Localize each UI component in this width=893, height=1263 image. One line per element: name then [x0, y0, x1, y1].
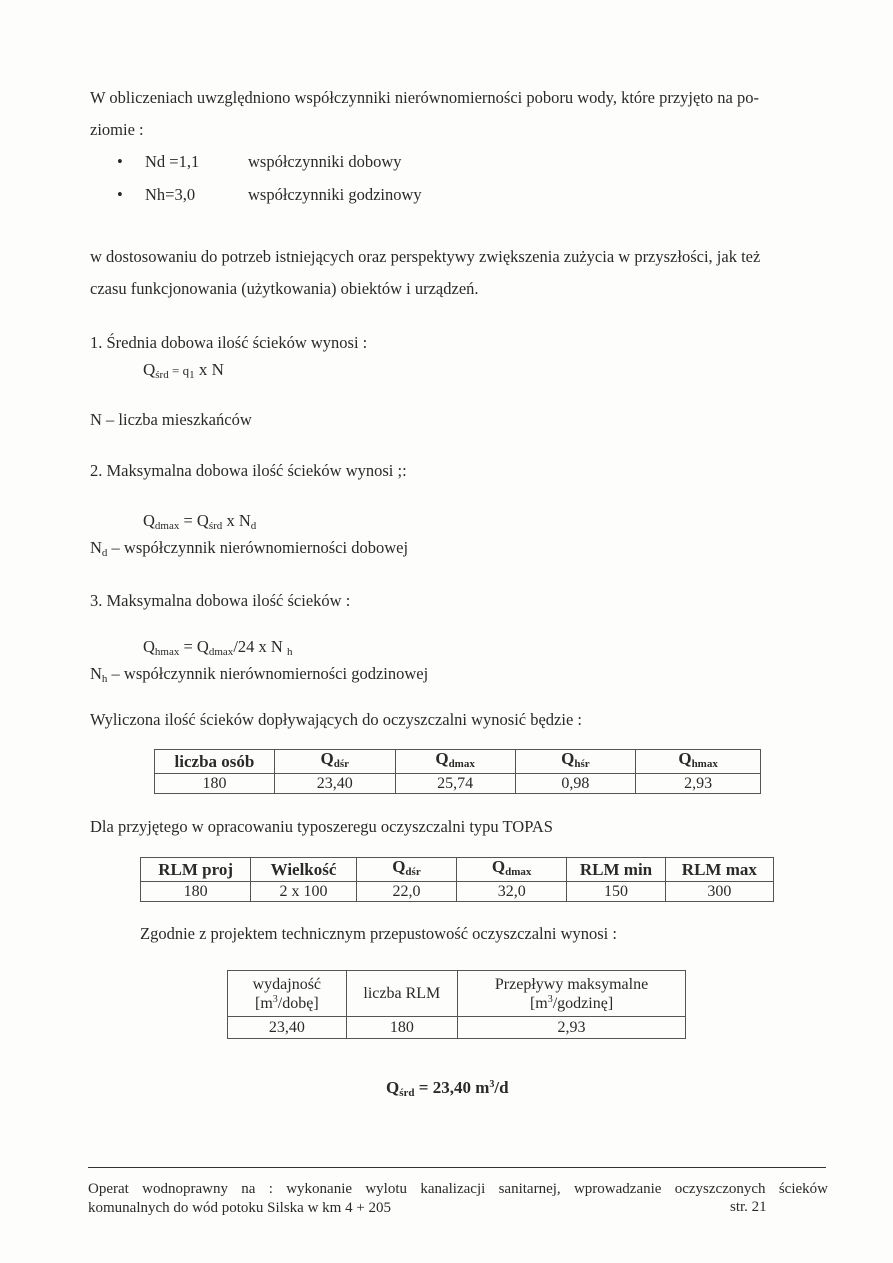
formula-part: /24 x N: [233, 637, 287, 656]
table-cell: 23,40: [274, 774, 395, 794]
result-value: = 23,40 m: [414, 1078, 490, 1097]
table-header-cell: [228, 971, 347, 1017]
formula-part: = Q: [179, 637, 209, 656]
table-header-cell: [155, 750, 275, 774]
bullet-description: współczynniki godzinowy: [248, 185, 422, 204]
table-cell: 32,0: [457, 882, 567, 902]
footer-line-1: Operat wodnoprawny na : wykonanie wylotu kanalizacji sanitarnej, wprowadzanie oczyszczonych ścieków: [88, 1181, 828, 1197]
table-header-cell: [274, 750, 395, 774]
header-label: liczba osób: [174, 751, 255, 771]
header-subscript: dmax: [448, 758, 475, 770]
unit-part: /godzinę]: [552, 994, 614, 1012]
table-header-cell: [251, 858, 357, 882]
unit-superscript: 3: [272, 993, 278, 1005]
table-row: [155, 774, 761, 794]
footer-text: [88, 1180, 828, 1218]
table-header-cell: [665, 858, 773, 882]
formula-part: x N: [194, 360, 224, 379]
table-header-cell: [457, 858, 567, 882]
table-cell: 2,93: [636, 774, 761, 794]
header-label: Q: [491, 857, 506, 876]
table-header-cell: [515, 750, 636, 774]
paragraph-2-line-1: w dostosowaniu do potrzeb istniejących oraz perspektywy zwiększenia zużycia w przyszłości, jak też: [90, 247, 761, 266]
note-subscript: h: [101, 673, 108, 685]
section-2-heading: 2. Maksymalna dobowa ilość ścieków wynosi ;:: [90, 461, 407, 480]
bullet-symbol: Nd =1,1: [145, 152, 200, 171]
bullet-description: współczynniki dobowy: [248, 152, 402, 171]
formula-subscript: dmax: [208, 646, 234, 658]
table-cell: 180: [141, 882, 251, 902]
table-cell: 22,0: [356, 882, 456, 902]
header-label: Q: [392, 857, 406, 876]
formula-part: x N: [222, 511, 251, 530]
bullet-dot-icon: •: [117, 185, 123, 204]
header-subscript: hśr: [574, 758, 590, 770]
intro-line-1: W obliczeniach uwzględniono współczynniki nierównomierności poboru wody, które przyjęto na po-: [90, 88, 759, 107]
header-label: RLM max: [681, 859, 757, 879]
formula-qdmax: [143, 511, 256, 532]
table-header-cell: [636, 750, 761, 774]
header-label: wydajność: [252, 975, 322, 993]
formula-part: = q: [168, 363, 190, 378]
note-symbol: N: [90, 664, 102, 683]
formula-subscript: śrd: [208, 520, 223, 532]
table-header-cell: [141, 858, 251, 882]
intro-line-2: ziomie :: [90, 120, 144, 139]
header-unit: [458, 994, 685, 1013]
project-intro: Zgodnie z projektem technicznym przepustowość oczyszczalni wynosi :: [140, 924, 617, 943]
header-label: Q: [561, 749, 575, 768]
result-formula: [386, 1078, 509, 1099]
unit-part: /dobę]: [277, 994, 319, 1012]
table-cell: 0,98: [515, 774, 636, 794]
unit-superscript: 3: [547, 993, 553, 1005]
unit-part: [m: [529, 994, 548, 1012]
header-subscript: dśr: [333, 758, 350, 770]
table-header-cell: [567, 858, 665, 882]
section-1-note: N – liczba mieszkańców: [90, 410, 252, 429]
table-header-row: [228, 971, 686, 1017]
calculation-intro: Wyliczona ilość ścieków dopływających do oczyszczalni wynosić będzie :: [90, 710, 582, 729]
footer-divider: [88, 1167, 826, 1168]
formula-qhmax: [143, 637, 292, 658]
header-subscript: dmax: [505, 866, 532, 878]
header-label: RLM proj: [158, 859, 233, 879]
table-cell: 150: [567, 882, 665, 902]
formula-symbol: Q: [143, 511, 155, 530]
table-row: [141, 882, 774, 902]
header-label: Q: [320, 749, 334, 768]
formula-subscript: h: [286, 646, 293, 658]
note-text: – współczynnik nierównomierności dobowej: [107, 538, 409, 557]
header-label: Przepływy maksymalne: [494, 975, 649, 993]
formula-qsrd: [143, 360, 224, 381]
note-subscript: d: [101, 547, 108, 559]
formula-part: = Q: [179, 511, 209, 530]
table-cell: 300: [665, 882, 773, 902]
formula-subscript: dmax: [154, 520, 180, 532]
result-symbol: Q: [386, 1078, 400, 1097]
formula-subscript: d: [250, 520, 257, 532]
formula-symbol: Q: [143, 637, 155, 656]
note-symbol: N: [90, 538, 102, 557]
formula-subscript: hmax: [154, 646, 180, 658]
table-row: [228, 1017, 686, 1039]
table-cell: 180: [346, 1017, 457, 1039]
topas-intro: Dla przyjętego w opracowaniu typoszeregu oczyszczalni typu TOPAS: [90, 817, 553, 836]
footer-line-2: komunalnych do wód potoku Silska w km 4 + 205: [88, 1200, 392, 1216]
sewage-flow-table: [154, 749, 761, 794]
paragraph-2-line-2: czasu funkcjonowania (użytkowania) obiektów i urządzeń.: [90, 279, 479, 298]
table-cell: 2 x 100: [251, 882, 357, 902]
result-unit: /d: [494, 1078, 509, 1097]
header-subscript: hmax: [691, 758, 718, 770]
result-superscript: 3: [489, 1079, 495, 1090]
section-1-heading: 1. Średnia dobowa ilość ścieków wynosi :: [90, 333, 368, 352]
bullet-dot-icon: •: [117, 152, 123, 171]
page-number: str. 21: [730, 1199, 767, 1215]
formula-subscript: 1: [189, 369, 195, 381]
table-header-cell: [395, 750, 515, 774]
formula-subscript: śrd: [155, 369, 169, 381]
section-3-heading: 3. Maksymalna dobowa ilość ścieków :: [90, 591, 351, 610]
header-label: Q: [678, 749, 692, 768]
table-cell: 23,40: [228, 1017, 347, 1039]
table-header-cell: liczba RLM: [346, 971, 457, 1017]
header-subscript: dśr: [405, 866, 421, 878]
unit-part: [m: [254, 994, 273, 1012]
formula-symbol: Q: [143, 360, 156, 379]
table-cell: 2,93: [458, 1017, 686, 1039]
table-header-cell: [356, 858, 456, 882]
capacity-table: [227, 970, 686, 1039]
note-text: – współczynnik nierównomierności godzinowej: [107, 664, 429, 683]
topas-series-table: [140, 857, 774, 902]
table-cell: 25,74: [395, 774, 515, 794]
header-label: RLM min: [579, 859, 653, 879]
table-header-row: [141, 858, 774, 882]
header-label: Wielkość: [270, 859, 337, 879]
header-unit: [228, 994, 346, 1013]
result-subscript: śrd: [399, 1087, 415, 1099]
bullet-symbol: Nh=3,0: [145, 185, 196, 204]
table-cell: 180: [155, 774, 275, 794]
section-3-note: [90, 664, 428, 685]
table-header-row: [155, 750, 761, 774]
table-header-cell: [458, 971, 686, 1017]
header-label: Q: [435, 749, 449, 768]
section-2-note: [90, 538, 408, 559]
